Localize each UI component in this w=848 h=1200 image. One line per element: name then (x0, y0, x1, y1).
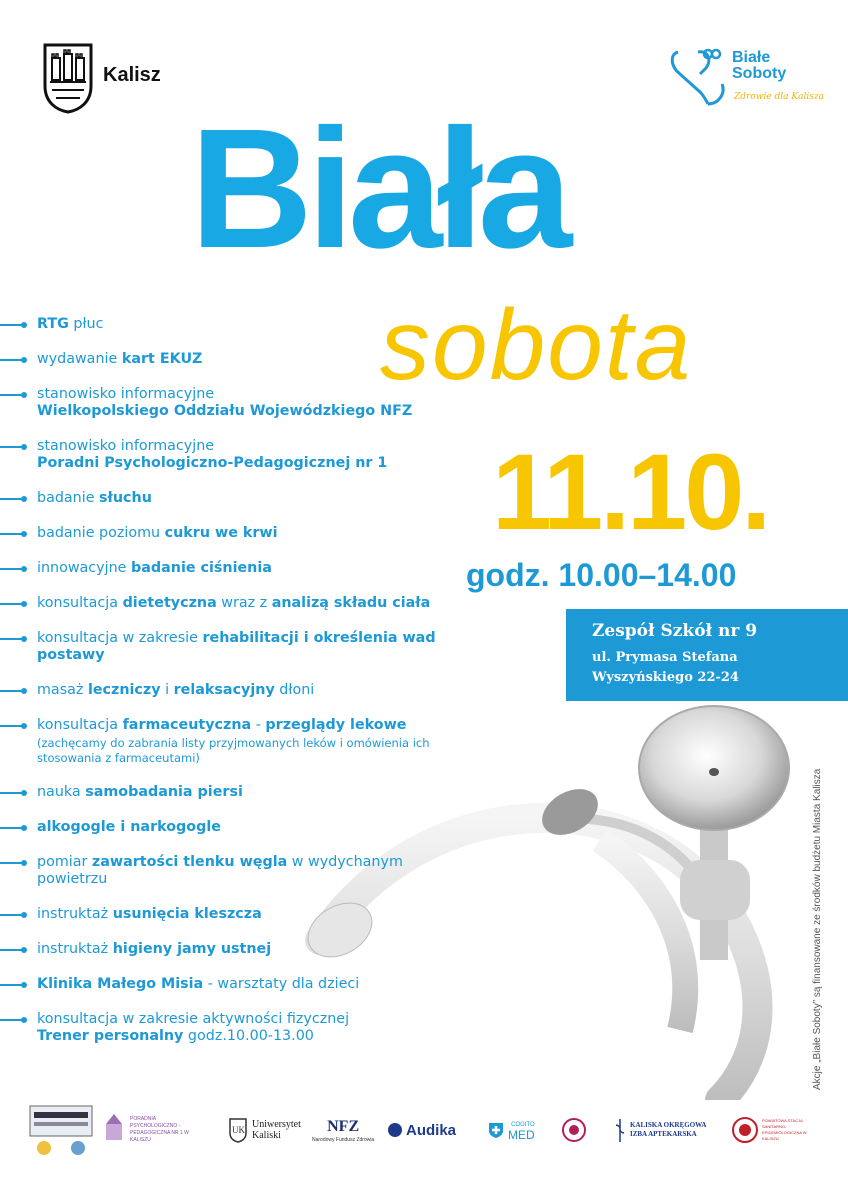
service-text-bold: farmaceutyczna (122, 717, 252, 733)
service-text-bold: alkogogle i narkogogle (37, 819, 221, 835)
service-text-bold: dietetyczna (122, 595, 217, 611)
service-item (0, 1011, 470, 1045)
partner-audika (388, 1100, 456, 1160)
title-sobota: sobota (380, 289, 693, 401)
audika-dot-icon (388, 1123, 402, 1137)
partner-cogito-line1: COGITO (511, 1122, 535, 1128)
eagle-emblem-icon (732, 1117, 758, 1143)
bullet-line-icon (0, 949, 24, 951)
service-text: dłoni (274, 682, 315, 698)
service-text-bold: zawartości tlenku węgla (91, 854, 288, 870)
venue-address-line2: Wyszyńskiego 22-24 (592, 670, 739, 685)
service-text: wydawanie (37, 351, 122, 367)
service-text: konsultacja (37, 595, 123, 611)
service-item (0, 630, 470, 664)
service-item (0, 717, 470, 766)
service-text: wraz z (216, 595, 272, 611)
service-text: konsultacja (37, 717, 123, 733)
partner-audika-text: Audika (406, 1121, 457, 1139)
partner-sanepid (732, 1100, 812, 1160)
bullet-line-icon (0, 359, 24, 361)
service-text-bold: samobadania piersi (85, 784, 243, 800)
kalisz-coat-of-arms-icon (42, 42, 94, 114)
service-text: instruktaż (37, 941, 113, 957)
service-text-bold: leczniczy (87, 682, 161, 698)
service-text: innowacyjne (37, 560, 131, 576)
service-item (0, 941, 470, 958)
bullet-line-icon (0, 533, 24, 535)
partner-round-logo (562, 1100, 586, 1160)
service-item (0, 819, 470, 836)
service-text: i (160, 682, 174, 698)
bullet-line-icon (0, 446, 24, 448)
bullet-line-icon (0, 725, 24, 727)
bullet-line-icon (0, 638, 24, 640)
service-item (0, 682, 470, 699)
partner-poradnia (102, 1100, 192, 1160)
bullet-line-icon (0, 984, 24, 986)
service-text-bold: kart EKUZ (121, 351, 203, 367)
venue-address-line1: ul. Prymasa Stefana (592, 650, 738, 665)
service-text-bold: przeglądy lekowe (265, 717, 407, 733)
service-item (0, 438, 470, 472)
service-item (0, 525, 470, 542)
bullet-line-icon (0, 394, 24, 396)
partner-poradnia-text: PORADNIA PSYCHOLOGICZNO - PEDAGOGICZNA NR 1 W KALISZU (130, 1116, 189, 1143)
poradnia-logo-icon (102, 1110, 126, 1150)
service-text-bold: usunięcia kleszcza (112, 906, 262, 922)
service-text-bold: cukru we krwi (164, 525, 278, 541)
service-item (0, 976, 470, 993)
service-item (0, 351, 470, 368)
service-text: w wydychanym powietrzu (37, 854, 403, 887)
event-time: godz. 10.00–14.00 (466, 557, 737, 593)
partner-cogito-line2: MED (508, 1128, 535, 1142)
partner-uk-line1: Uniwersytet (252, 1119, 301, 1130)
service-text-bold: higieny jamy ustnej (112, 941, 272, 957)
funding-note: Akcje „Białe Soboty” są finansowane ze środków budżetu Miasta Kalisza (812, 768, 823, 1090)
service-item (0, 784, 470, 801)
service-text-bold: Klinika Małego Misia (37, 976, 204, 992)
service-item (0, 560, 470, 577)
bullet-line-icon (0, 862, 24, 864)
school-building-icon (28, 1102, 94, 1158)
partner-izba-aptekarska (614, 1100, 706, 1160)
service-text: stanowisko informacyjne (37, 438, 215, 454)
partner-izba-line2: IZBA APTEKARSKA (630, 1130, 697, 1138)
bullet-line-icon (0, 498, 24, 500)
partner-nfz (312, 1100, 374, 1160)
service-note: (zachęcamy do zabrania listy przyjmowanych leków i omówienia ich stosowania z farmaceutami) (37, 736, 430, 765)
service-text: pomiar (37, 854, 92, 870)
bullet-line-icon (0, 568, 24, 570)
service-text-bold: analizą składu ciała (271, 595, 431, 611)
service-text: konsultacja w zakresie aktywności fizycznej (37, 1011, 350, 1027)
caduceus-icon (614, 1117, 626, 1143)
partner-nfz-text: NFZ (327, 1117, 360, 1135)
service-item (0, 595, 470, 612)
partner-logos (0, 1100, 848, 1170)
service-item (0, 386, 470, 420)
svg-text:UK: UK (232, 1125, 245, 1135)
service-item (0, 854, 470, 888)
service-text: godz.10.00-13.00 (183, 1028, 314, 1044)
title-biala: Biała (190, 94, 567, 284)
venue-name: Zespół Szkół nr 9 (592, 621, 758, 641)
service-text: płuc (68, 316, 104, 332)
service-text-bold: rehabilitacji i określenia wad postawy (37, 630, 436, 663)
service-text-bold: Poradni Psychologiczno-Pedagogicznej nr 1 (37, 455, 388, 471)
service-text: badanie (37, 490, 100, 506)
service-text-bold: relaksacyjny (173, 682, 275, 698)
service-text: badanie poziomu (37, 525, 165, 541)
round-emblem-icon (562, 1118, 586, 1142)
partner-sanepid-text: POWIATOWA STACJA SANITARNO-EPIDEMIOLOGICZNA W KALISZU (762, 1118, 807, 1141)
partner-uk-line2: Kaliski (252, 1130, 281, 1141)
bullet-line-icon (0, 792, 24, 794)
service-text-bold: słuchu (99, 490, 152, 506)
medical-cross-shield-icon (488, 1121, 504, 1139)
service-text-bold: RTG (37, 316, 69, 332)
bullet-line-icon (0, 603, 24, 605)
partner-izba-line1: KALISKA OKRĘGOWA (630, 1121, 707, 1129)
bullet-line-icon (0, 690, 24, 692)
logo-tagline: Zdrowie dla Kalisza (734, 92, 824, 102)
service-text: stanowisko informacyjne (37, 386, 215, 402)
service-text: - warsztaty dla dzieci (203, 976, 360, 992)
bullet-line-icon (0, 914, 24, 916)
logo-line2: Soboty (732, 65, 787, 82)
bullet-line-icon (0, 324, 24, 326)
service-text: nauka (37, 784, 86, 800)
service-text: masaż (37, 682, 88, 698)
event-date: 11.10. (492, 431, 769, 552)
logo-line1: Białe (732, 49, 771, 66)
service-text-bold: badanie ciśnienia (131, 560, 272, 576)
service-item (0, 316, 470, 333)
services-list (0, 316, 470, 1045)
biale-soboty-logo (668, 44, 824, 114)
service-item (0, 490, 470, 507)
stethoscope-heart-icon (668, 44, 732, 106)
service-text: instruktaż (37, 906, 113, 922)
uk-logo-icon (228, 1117, 248, 1143)
service-text-bold: Trener personalny (37, 1028, 184, 1044)
service-text-bold: Wielkopolskiego Oddziału Wojewódzkiego NFZ (37, 403, 413, 419)
venue-box (566, 609, 848, 701)
service-text: - (251, 717, 266, 733)
bullet-line-icon (0, 1019, 24, 1021)
partner-cogitomed (488, 1100, 535, 1160)
bullet-line-icon (0, 827, 24, 829)
city-name: Kalisz (103, 64, 161, 86)
partner-nfz-sub: Narodowy Fundusz Zdrowia (312, 1136, 375, 1143)
service-text: konsultacja w zakresie (37, 630, 203, 646)
partner-uniwersytet (228, 1100, 301, 1160)
partner-zs9 (28, 1100, 94, 1160)
service-item (0, 906, 470, 923)
